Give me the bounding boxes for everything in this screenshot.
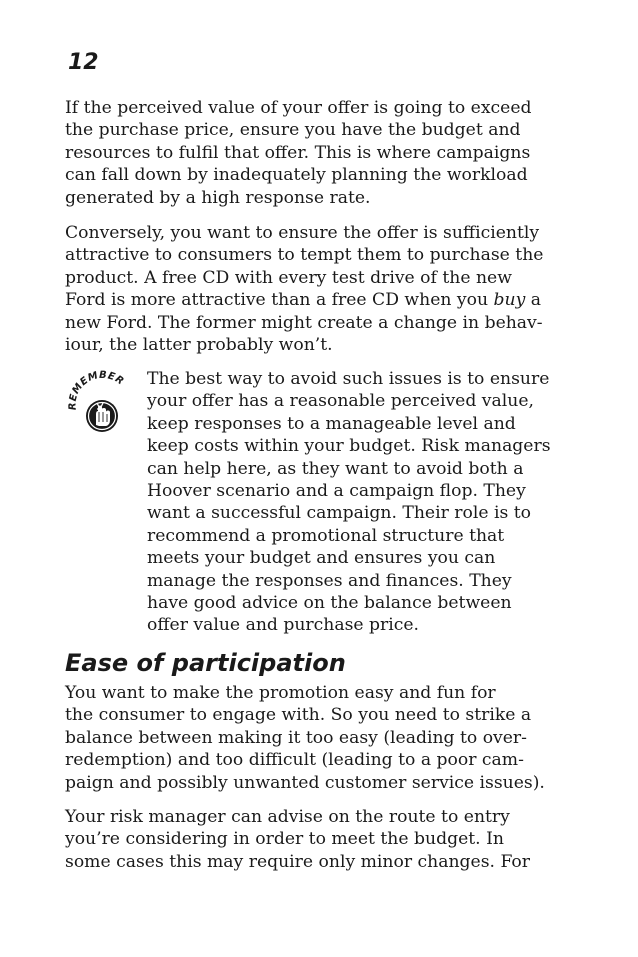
text-line: If the perceived value of your offer is going to exceed (65, 98, 532, 118)
text-line: You want to make the promotion easy and fun for (65, 683, 496, 703)
text-line: keep responses to a manageable level and (147, 413, 516, 434)
text-line: the purchase price, ensure you have the budget and (65, 120, 521, 141)
text-line: keep costs within your budget. Risk managers (147, 436, 551, 457)
text-segment: Ford is more attractive than a free CD when you (65, 290, 494, 311)
text-line: The best way to avoid such issues is to ensure (147, 369, 550, 389)
text-line: have good advice on the balance between (147, 593, 512, 614)
text-line: recommend a promotional structure that (147, 525, 505, 546)
text-line: Conversely, you want to ensure the offer is sufficiently (65, 223, 540, 243)
text-line: meets your budget and ensures you can (147, 548, 496, 569)
text-line: can fall down by inadequately planning the workload (65, 165, 528, 186)
paragraph-3 (65, 682, 575, 794)
text-line: Hoover scenario and a campaign flop. They (147, 481, 526, 502)
emphasized-word: buy (493, 290, 526, 311)
remember-icon (66, 370, 138, 442)
text-line: redemption) and too difficult (leading to a poor cam- (65, 750, 524, 771)
text-line: Your risk manager can advise on the route to entry (65, 807, 510, 827)
text-line: want a successful campaign. Their role is to (147, 503, 531, 524)
text-line: generated by a high response rate. (65, 187, 371, 208)
paragraph-1 (65, 97, 575, 209)
text-line: can help here, as they want to avoid both a (147, 458, 524, 479)
text-line: attractive to consumers to tempt them to purchase the (65, 245, 544, 266)
text-segment: a (525, 290, 542, 311)
text-line: product. A free CD with every test drive of the new (65, 267, 512, 288)
remember-icon-label: REMEMBER (67, 370, 126, 411)
text-line: offer value and purchase price. (147, 615, 420, 636)
text-line: manage the responses and finances. They (147, 570, 512, 591)
text-line: some cases this may require only minor changes. For (65, 851, 530, 872)
text-line: you’re considering in order to meet the budget. In (65, 829, 504, 850)
text-line: your offer has a reasonable perceived value, (147, 391, 534, 412)
text-line (65, 289, 575, 311)
text-line: paign and possibly unwanted customer service issues). (65, 772, 545, 793)
text-line: iour, the latter probably won’t. (65, 335, 333, 356)
page-number: 12 (68, 50, 99, 75)
text-line: new Ford. The former might create a change in behav- (65, 312, 543, 333)
paragraph-4 (65, 806, 575, 873)
section-heading: Ease of participation (65, 649, 346, 677)
text-line: resources to fulfil that offer. This is where campaigns (65, 142, 531, 163)
remember-paragraph (147, 368, 571, 637)
paragraph-2 (65, 222, 575, 356)
text-line: balance between making it too easy (leading to over- (65, 727, 527, 748)
text-line: the consumer to engage with. So you need to strike a (65, 705, 532, 726)
